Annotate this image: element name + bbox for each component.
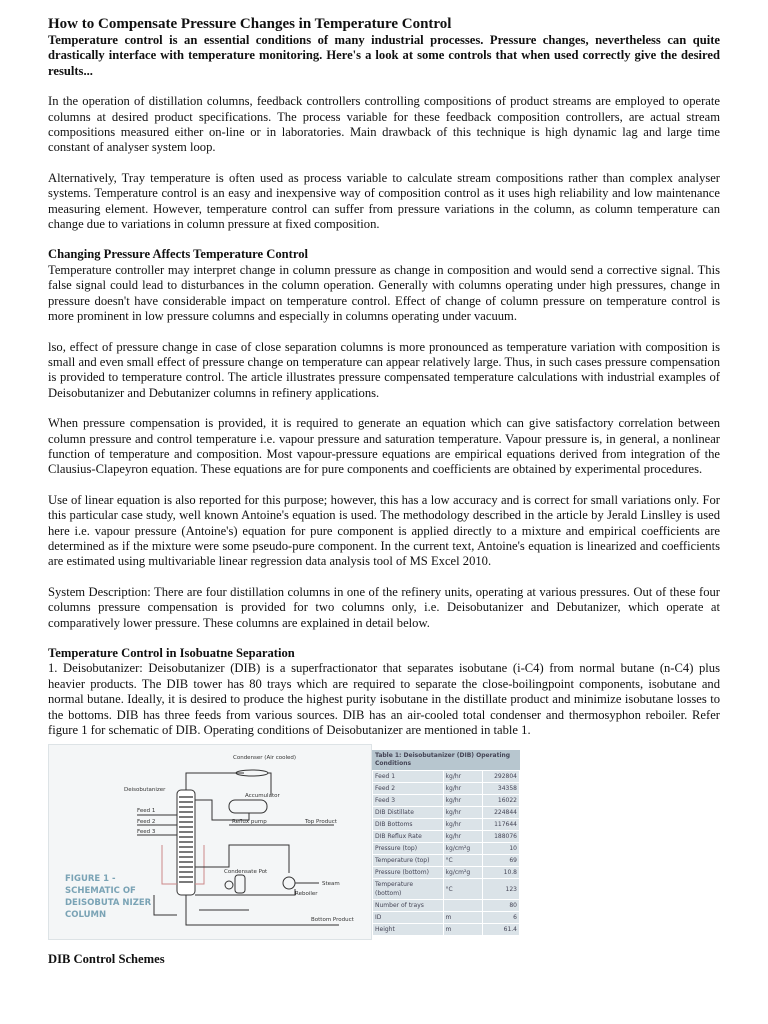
table-row xyxy=(373,912,520,924)
figure-1-schematic xyxy=(48,744,372,940)
unit-cell xyxy=(443,900,482,912)
unit-cell: kg/hr xyxy=(443,807,482,819)
table-row xyxy=(373,807,520,819)
value-cell: 292804 xyxy=(482,771,519,783)
value-cell: 16022 xyxy=(482,795,519,807)
paragraph: When pressure compensation is provided, it is required to generate an equation which can give satisfactory correlation between column pressure and control temperature i.e. vapour pressure and saturation temperature. Vapour pressure is, in general, a nonlinear function of temperature and composition. Most vapour-pressure equations are empirical equations derived from integration of the Clausius-Clapeyron equation. These equations are for pure components and coefficients are obtained by experimental procedures. xyxy=(48,416,720,477)
label-steam: Steam xyxy=(322,881,340,888)
label-bottom-product: Bottom Product xyxy=(311,917,354,924)
label-condensate-pot: Condensate Pot xyxy=(224,869,268,876)
value-cell: 69 xyxy=(482,855,519,867)
param-cell: Feed 1 xyxy=(373,771,444,783)
value-cell: 117644 xyxy=(482,819,519,831)
section-heading: Changing Pressure Affects Temperature Control xyxy=(48,247,309,262)
param-cell: Number of trays xyxy=(373,900,444,912)
table-row xyxy=(373,831,520,843)
label-accumulator: Accumulator xyxy=(245,793,280,800)
article-title: How to Compensate Pressure Changes in Temperature Control xyxy=(48,16,452,32)
unit-cell: °C xyxy=(443,855,482,867)
value-cell: 34358 xyxy=(482,783,519,795)
table-1 xyxy=(372,750,520,936)
param-cell: ID xyxy=(373,912,444,924)
label-top-product: Top Product xyxy=(305,819,337,826)
param-cell: DIB Distillate xyxy=(373,807,444,819)
table-row xyxy=(373,924,520,936)
unit-cell: °C xyxy=(443,879,482,900)
paragraph: 1. Deisobutanizer: Deisobutanizer (DIB) is a superfractionator that separates isobutane (i-C4) from normal butane (n-C4) plus heavier products. The DIB tower has 80 trays which are required to separate the close-boilingpoint components, isobutane and normal butane. Ideally, it is desired to produce the highest purity isobutane in the distillate product and minimize isobutane losses to the bottoms. DIB has three feeds from various sources. DIB has an air-cooled total condenser and thermosyphon reboiler. Refer figure 1 for schematic of DIB. Operating conditions of Deisobutanizer are mentioned in table 1. xyxy=(48,661,720,738)
figure-caption: FIGURE 1 - SCHEMATIC OF DEISOBUTA NIZER COLUMN xyxy=(65,874,152,921)
label-reflux-pump: Reflux pump xyxy=(232,819,267,826)
unit-cell: kg/hr xyxy=(443,795,482,807)
param-cell: DIB Bottoms xyxy=(373,819,444,831)
paragraph: Temperature controller may interpret change in column pressure as change in composition and would send a corrective signal. This false signal could lead to disturbances in the column operation. Generally with columns operating under high pressures, change in pressure doesn't have considerable impact on temperature control. Effect of change of column pressure on temperature control is more prominent in low pressure columns and especially in columns operating under vacuum. xyxy=(48,262,720,324)
paragraph: Use of linear equation is also reported for this purpose; however, this has a low accuracy and is correct for small variations only. For this particular case study, well known Antoine's equation is used. The methodology described in the article by Jerald Linslley is used here i.e. vapour pressure (Antoine's) equation for pure component is applied directly to a mixture and empirical coefficients are determined as if the mixture were some pseudo-pure component. In the current text, Antoine's equation is linearized and coefficients are estimated using multivariable linear regression data analysis tool of MS Excel 2010. xyxy=(48,492,720,569)
table-row xyxy=(373,900,520,912)
value-cell: 61.4 xyxy=(482,924,519,936)
label-reboiler: Reboiler xyxy=(295,891,318,898)
param-cell: Height xyxy=(373,924,444,936)
table-row xyxy=(373,855,520,867)
unit-cell: kg/cm²g xyxy=(443,867,482,879)
table-row xyxy=(373,783,520,795)
param-cell: Pressure (bottom) xyxy=(373,867,444,879)
table-row xyxy=(373,867,520,879)
table-title: Table 1: Deisobutanizer (DIB) Operating Conditions xyxy=(372,750,520,770)
value-cell: 80 xyxy=(482,900,519,912)
param-cell: Pressure (top) xyxy=(373,843,444,855)
table-row xyxy=(373,795,520,807)
param-cell: Feed 3 xyxy=(373,795,444,807)
value-cell: 10 xyxy=(482,843,519,855)
value-cell: 123 xyxy=(482,879,519,900)
operating-conditions-table xyxy=(372,770,520,936)
param-cell: Temperature (bottom) xyxy=(373,879,444,900)
value-cell: 6 xyxy=(482,912,519,924)
unit-cell: m xyxy=(443,912,482,924)
param-cell: Feed 2 xyxy=(373,783,444,795)
table-row xyxy=(373,819,520,831)
table-row xyxy=(373,843,520,855)
unit-cell: kg/hr xyxy=(443,783,482,795)
value-cell: 224844 xyxy=(482,807,519,819)
section-heading: Temperature Control in Isobuatne Separation xyxy=(48,646,295,660)
value-cell: 188076 xyxy=(482,831,519,843)
table-row xyxy=(373,771,520,783)
paragraph: System Description: There are four distillation columns in one of the refinery units, operating at various pressures. Out of these four columns pressure compensation is provided for two columns only, i.e. Deisobutanizer and Debutanizer, which operate at comparatively lower pressure. These columns are explained in detail below. xyxy=(48,584,720,630)
label-feed3: Feed 3 xyxy=(137,829,156,836)
unit-cell: kg/hr xyxy=(443,819,482,831)
label-feed2: Feed 2 xyxy=(137,819,156,826)
label-feed1: Feed 1 xyxy=(137,808,156,815)
unit-cell: kg/cm²g xyxy=(443,843,482,855)
paragraph: In the operation of distillation columns, feedback controllers controlling compositions of product streams are employed to operate columns at desired product specifications. The process variable for these feedback composition controllers, are actual stream compositions measured either on-line or in laboratories. Main drawback of this technique is high dynamic lag and large time constant of analyser system loop. xyxy=(48,94,720,155)
figures-row xyxy=(48,744,720,944)
unit-cell: kg/hr xyxy=(443,771,482,783)
document-page xyxy=(48,16,720,968)
unit-cell: kg/hr xyxy=(443,831,482,843)
param-cell: Temperature (top) xyxy=(373,855,444,867)
label-condenser: Condenser (Air cooled) xyxy=(233,755,297,762)
value-cell: 10.8 xyxy=(482,867,519,879)
paragraph: Alternatively, Tray temperature is often used as process variable to calculate stream compositions rather than complex analyser systems. Temperature control is an easy and inexpensive way of composition control as it uses high reliability and low maintenance measuring element. However, temperature control can suffer from pressure variations in the column, as column temperature can change due to variations in column pressure at fixed composition. xyxy=(48,170,720,232)
paragraph: lso, effect of pressure change in case of close separation columns is more pronounced as temperature variation with composition is small and even small effect of pressure change on temperature can appear relatively large. Thus, in such cases pressure compensation is provided to temperature control. The article illustrates pressure compensated temperature calculations with industrial examples of Deisobutanizer and Debutanizer columns in refinery applications. xyxy=(48,339,720,400)
table-row xyxy=(373,879,520,900)
section-heading: DIB Control Schemes xyxy=(48,952,165,967)
param-cell: DIB Reflux Rate xyxy=(373,831,444,843)
article-lead: Temperature control is an essential conditions of many industrial processes. Pressure changes, nevertheless can quite drastically interface with temperature monitoring. Here's a look at some controls that when used correctly give the desired results... xyxy=(48,33,720,78)
unit-cell: m xyxy=(443,924,482,936)
label-column: Deisobutanizer xyxy=(124,787,166,794)
